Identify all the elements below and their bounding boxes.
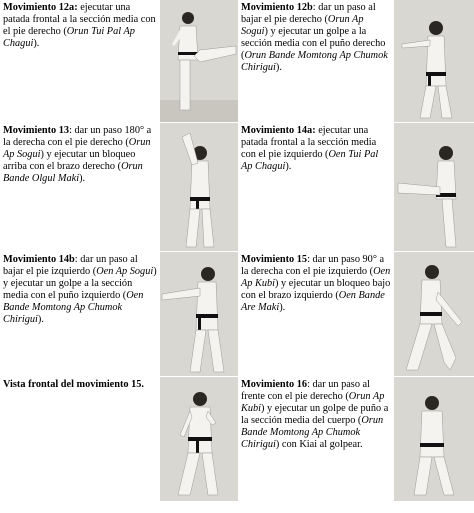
front-view-15-text: Vista frontal del movimiento 15. <box>3 379 144 390</box>
movement-13-text: Movimiento 13: dar un paso 180° a la derecha con el pie derecho (Orun Ap Sogui) y ejecutar un bloqueo arriba con el brazo derecho (Orun Bande Olgul Maki). <box>3 125 152 185</box>
movement-16-photo <box>394 377 474 501</box>
movement-12b-text: Movimiento 12b: dar un paso al bajar el pie derecho (Orun Ap Sogui) y ejecutar un golpe a la sección media con el puño derecho (Orun Bande Momtong Ap Chumok Chirigui). <box>241 2 388 74</box>
row-divider <box>0 376 474 377</box>
punch-figure <box>394 0 474 122</box>
movement-14b-text: Movimiento 14b: dar un paso al bajar el pie izquierdo (Oen Ap Sogui) y ejecutar un golpe a la sección media con el puño izquierdo (Oen Bande Momtong Ap Chumok Chirigui). <box>3 254 157 326</box>
movement-13-photo <box>160 123 238 251</box>
front-view-15-photo <box>160 377 238 501</box>
movement-14a-text: Movimiento 14a: ejecutar una patada frontal a la sección media con el pie izquierdo (Oen Tui Pal Ap Chagui). <box>241 125 379 173</box>
front-kick-figure <box>160 0 238 122</box>
upper-block-figure <box>160 123 238 251</box>
movement-12b-photo <box>394 0 474 122</box>
row-divider <box>0 122 474 123</box>
movement-15-photo <box>394 252 474 376</box>
side-kick-figure <box>394 123 474 251</box>
front-view-figure <box>160 377 238 501</box>
movement-12a-photo <box>160 0 238 122</box>
low-block-figure <box>394 252 474 376</box>
movement-14a-photo <box>394 123 474 251</box>
movement-14b-photo <box>160 252 238 376</box>
row-divider <box>0 251 474 252</box>
forward-punch-figure <box>394 377 474 501</box>
movement-16-text: Movimiento 16: dar un paso al frente con el pie derecho (Orun Ap Kubi) y ejecutar un golpe de puño a la sección media del cuerpo (Orun Bande Momtong Ap Chumok Chirigui) con Kiai al golpear. <box>241 379 389 451</box>
left-punch-figure <box>160 252 238 376</box>
movement-15-text: Movimiento 15: dar un paso 90° a la derecha con el pie izquierdo (Oen Ap Kubi) y ejecutar un bloqueo bajo con el brazo izquierdo (Oen Bande Are Maki). <box>241 254 391 314</box>
movement-12a-text: Movimiento 12a: ejecutar una patada frontal a la sección media con el pie derecho (Orun Tui Pal Ap Chagui). <box>3 2 156 50</box>
